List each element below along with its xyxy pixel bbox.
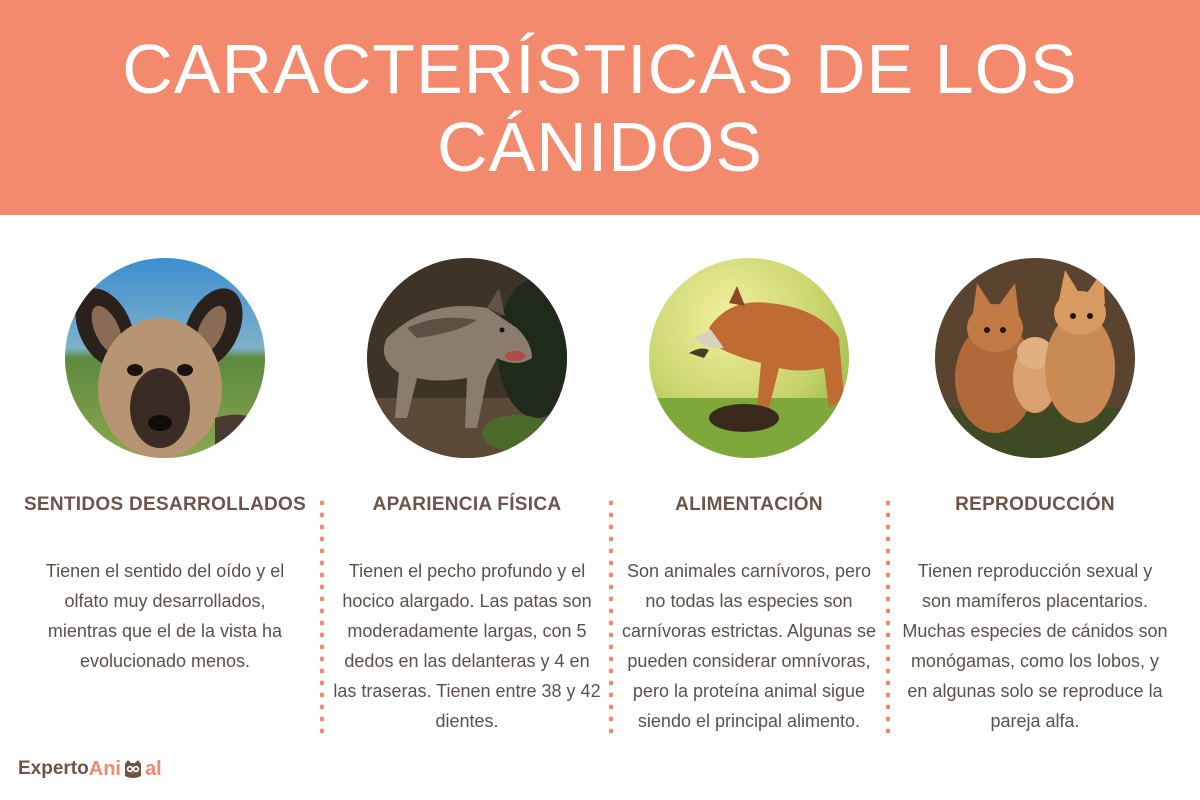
section-senses xyxy=(20,255,310,785)
page-title: CARACTERÍSTICAS DE LOS CÁNIDOS xyxy=(122,29,1078,186)
section-heading: REPRODUCCIÓN xyxy=(955,494,1115,515)
section-text: Tienen el sentido del oído y el olfato muy desarrollados, mientras que el de la vista ha evolucionado menos. xyxy=(45,561,285,671)
section-text: Tienen el pecho profundo y el hocico alargado. Las patas son moderadamente largas, con 5 dedos en las delanteras y 4 en las traseras. Tienen entre 38 y 42 dientes. xyxy=(333,561,601,731)
gray-wolf-photo xyxy=(367,258,567,458)
dotted-divider xyxy=(320,497,324,737)
section-text: Son animales carnívoros, pero no todas las especies son carnívoras estrictas. Algunas se pueden considerar omnívoras, pero la proteína animal sigue siendo el principal alimento. xyxy=(621,561,877,731)
section-diet xyxy=(604,255,894,785)
section-heading: SENTIDOS DESARROLLADOS xyxy=(23,494,307,515)
logo-text-al: al xyxy=(144,757,162,780)
fox-cubs-photo xyxy=(935,258,1135,458)
dotted-divider xyxy=(886,497,890,737)
african-wild-dog-photo xyxy=(65,258,265,458)
owl-icon xyxy=(122,758,144,780)
title-banner xyxy=(0,0,1200,215)
section-heading: APARIENCIA FÍSICA xyxy=(372,494,562,515)
dotted-divider xyxy=(609,497,613,737)
fox-hunting-bird-photo xyxy=(649,258,849,458)
section-heading: ALIMENTACIÓN xyxy=(675,494,823,515)
expertoanimal-logo xyxy=(18,752,162,786)
logo-text-experto: Experto xyxy=(18,758,89,779)
section-text: Tienen reproducción sexual y son mamíferos placentarios. Muchas especies de cánidos son monógamas, como los lobos, y en algunas solo se reproduce la pareja alfa. xyxy=(902,561,1168,731)
section-reproduction xyxy=(890,255,1180,785)
section-appearance xyxy=(322,255,612,785)
logo-text-ani: Ani xyxy=(88,757,121,780)
